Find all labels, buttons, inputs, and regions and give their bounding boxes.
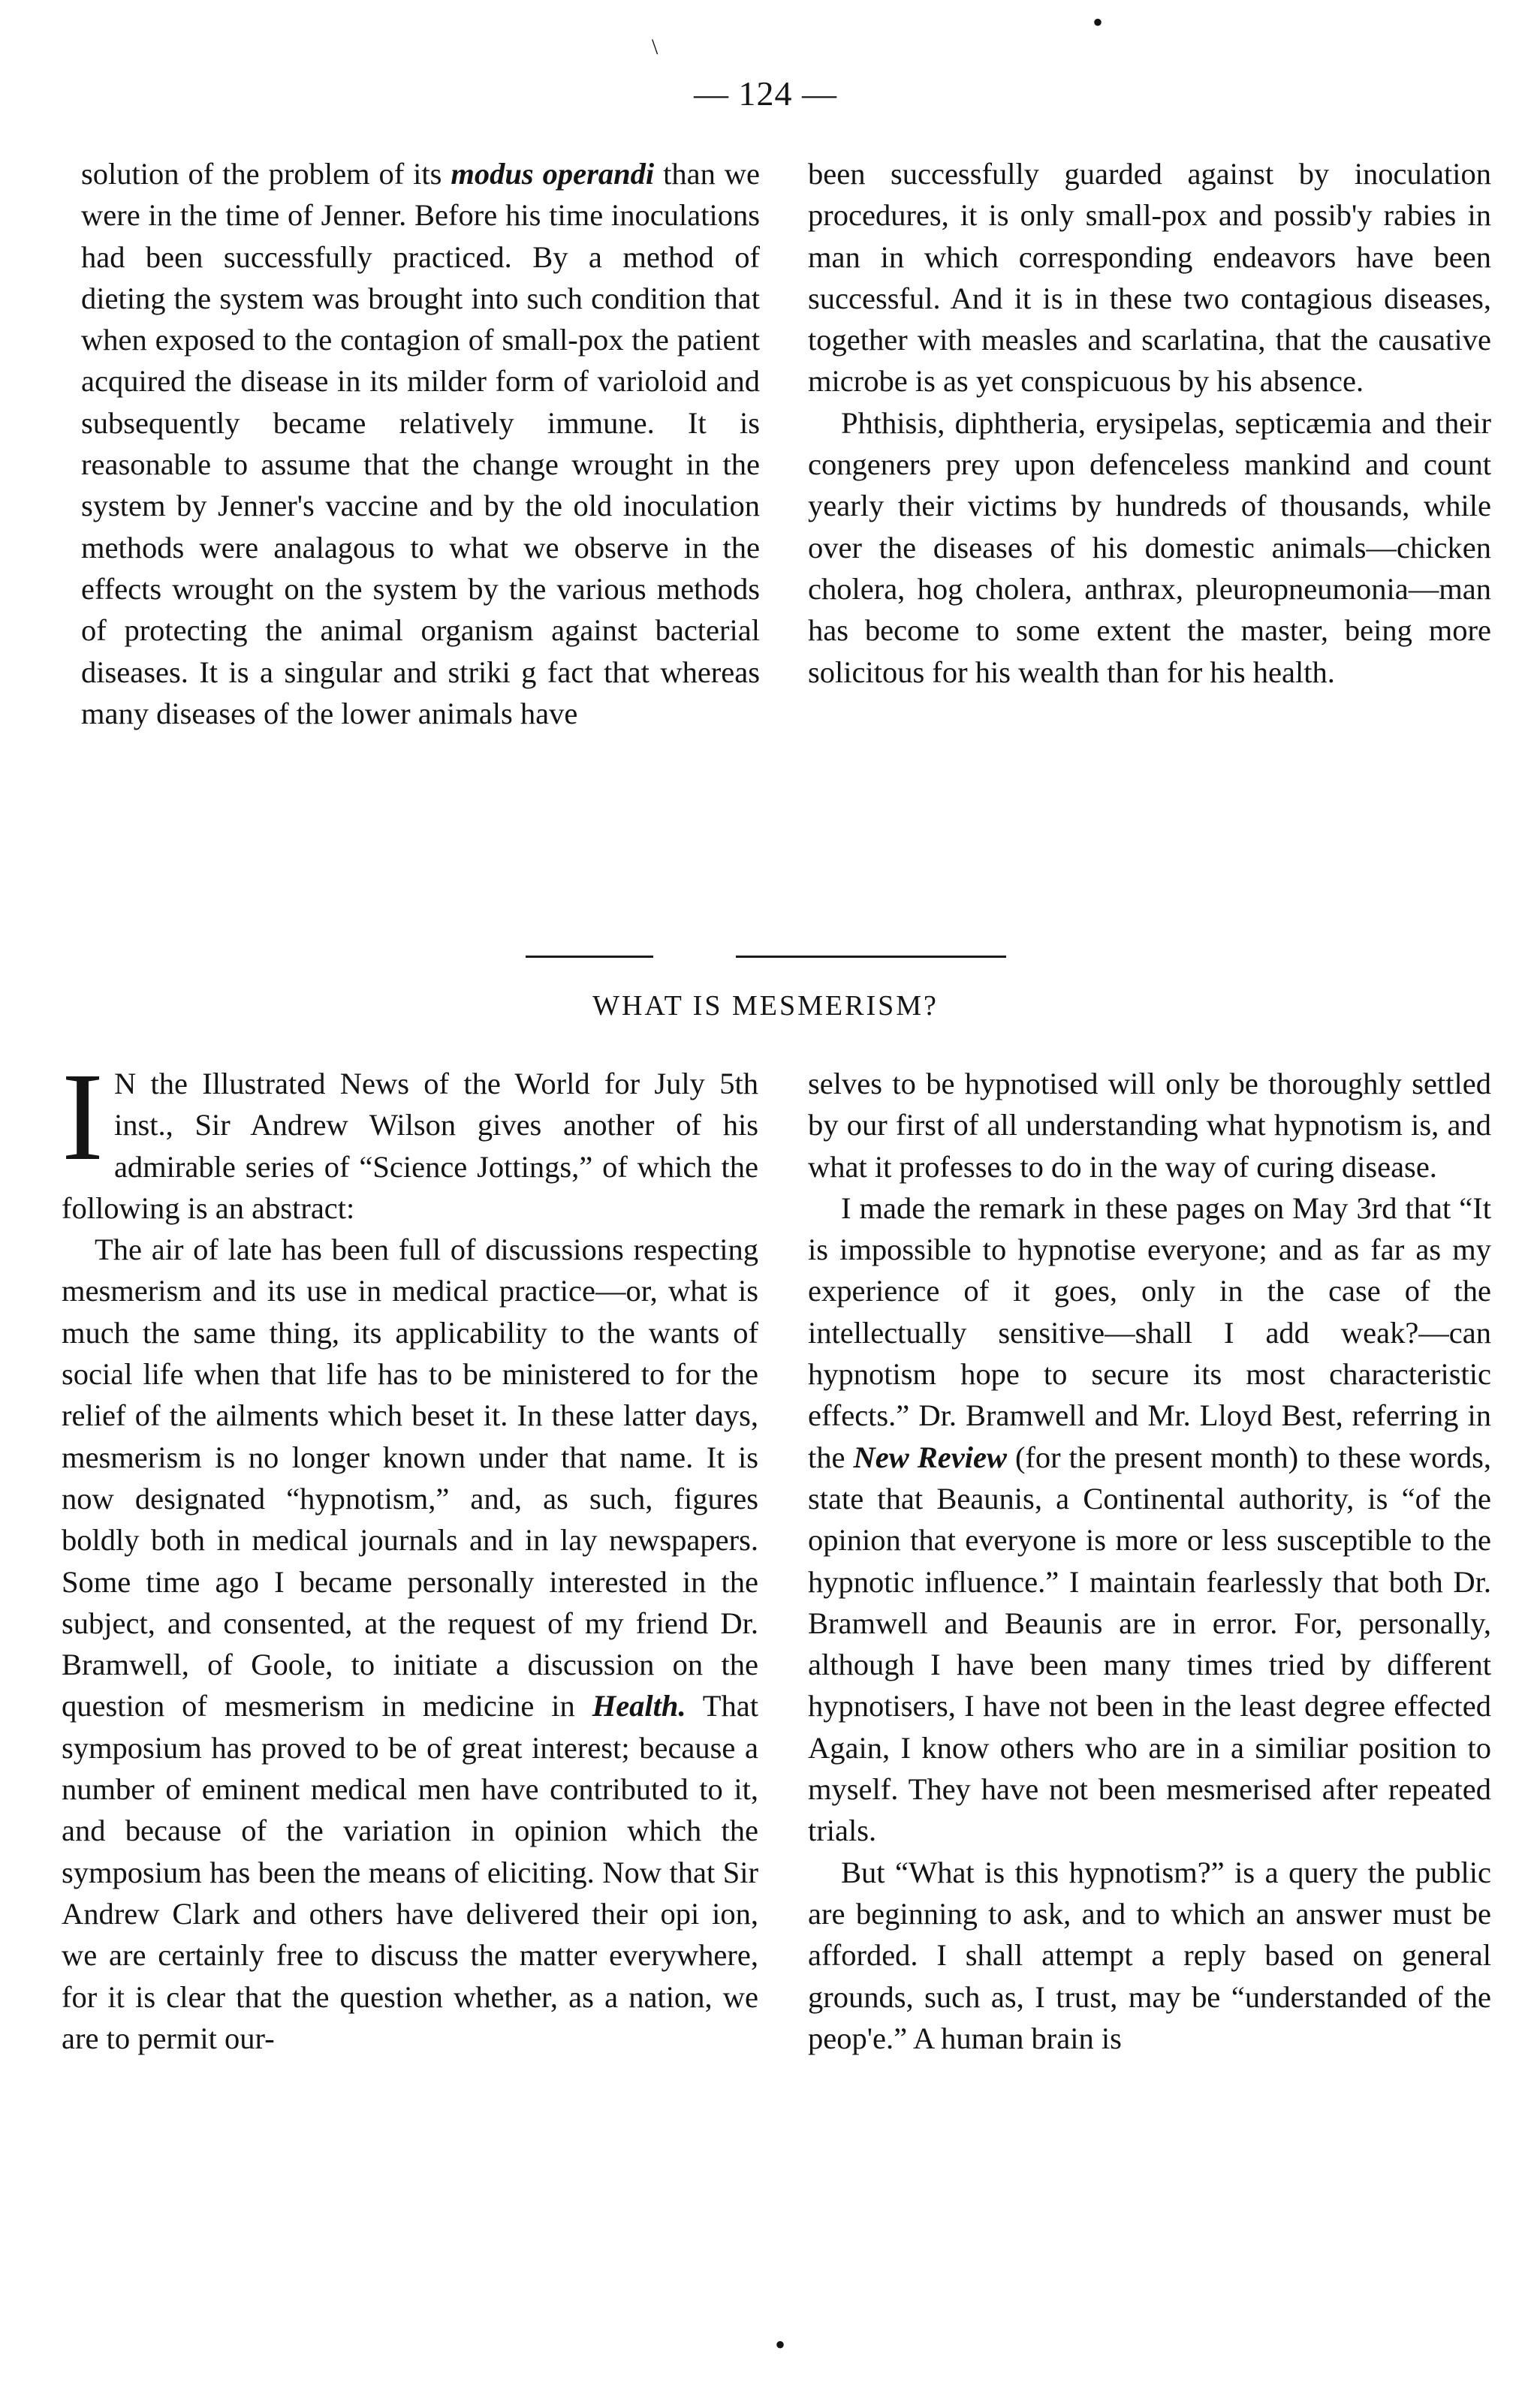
stray-mark: \: [652, 35, 659, 59]
text-run: The air of late has been full of discussions respecting mesmerism and its use in medical practice—or, what is much the same thing, its applicability to the wants of social life when that life has to be ministered to for the relief of the ailments which beset it. In these latter days, mesmerism is no longer known under that name. It is now designated “hypnotism,” and, as such, figures boldly both in medical journals and in lay newspapers. Some time ago I became personally interested in the subject, and consented, at the request of my friend Dr. Bramwell, of Goole, to initiate a discussion on the question of mesmerism in medicine in: [62, 1233, 758, 1723]
text-run: I made the remark in these pages on May 3rd that “It is impossible to hypnotise everyone; and as far as my experience of it goes, only in the case of the intellectually sensitive—shall I add weak?—can hypnotism hope to secure its most characteristic effects.” Dr. Bramwell and Mr. Lloyd Best, referring in the: [808, 1190, 1491, 1474]
upper-article-right-paragraph-2: Phthisis, diphtheria, erysipelas, septicæmia and their congeners prey upon defenceless mankind and count yearly their victims by hundreds of thousands, while over the diseases of his domestic animals—chicken cholera, hog cholera, anthrax, pleuropneumonia—man has become to some extent the master, being more solicitous for his wealth than for his health.: [808, 405, 1491, 689]
page-number: — 124 —: [694, 74, 837, 113]
italic-title: New Review: [853, 1440, 1007, 1474]
article-intro-paragraph: [62, 1047, 758, 1229]
text-run: That symposium has proved to be of great interest; because a number of eminent medical men have contributed to it, and because of the variation in opinion which the symposium has been the means of eliciting. Now that Sir Andrew Clark and others have delivered their opi ion, we are certainly free to discuss the matter everywhere, for it is clear that the question whether, as a nation, we are to permit our-: [62, 1689, 758, 2055]
article-title: WHAT IS MESMERISM?: [592, 990, 939, 1022]
upper-article-left-paragraph: [81, 153, 760, 734]
upper-article-right-column: [808, 153, 1491, 693]
section-divider-gap: [653, 953, 736, 960]
article-right-paragraph-3: But “What is this hypnotism?” is a query the public are beginning to ask, and to which an answer must be afforded. I shall attempt a reply based on general grounds, such as, I trust, may be “understanded of the peop'e.” A human brain is: [808, 1855, 1491, 2055]
article-left-paragraph-2: [62, 1229, 758, 2059]
text-run: N the Illustrated News of the World for July 5th inst., Sir Andrew Wilson gives another of his admirable series of “Science Jottings,” of which the following is an abstract:: [62, 1067, 758, 1225]
text-run: than we were in the time of Jenner. Before his time inoculations had been successfully practiced. By a method of dieting the system was brought into such condition that when exposed to the contagion of small-pox the patient acquired the disease in its milder form of varioloid and subsequently became relatively immune. It is reasonable to assume that the change wrought in the system by Jenner's vaccine and by the old inoculation methods were analagous to what we observe in the effects wrought on the system by the various methods of protecting the animal organism against bacterial diseases. It is a singular and striki g fact that whereas many diseases of the lower animals have: [81, 157, 760, 730]
text-run: (for the present month) to these words, state that Beaunis, a Continental authority, is “of the opinion that everyone is more or less susceptible to the hypnotic influence.” I maintain fearlessly that both Dr. Bramwell and Beaunis are in error. For, personally, although I have been many times tried by different hypnotisers, I have not been in the least degree effected Again, I know others who are in a similiar position to myself. They have not been mesmerised after repeated trials.: [808, 1440, 1491, 1848]
section-divider: [526, 956, 1006, 958]
upper-article-right-paragraph-1: been successfully guarded against by inoculation procedures, it is only small-pox and possib'y rabies in man in which corresponding endeavors have been successful. And it is in these two contagious diseases, together with measles and scarlatina, that the causative microbe is as yet conspicuous by his absence.: [808, 157, 1491, 399]
upper-article-left-column: [81, 153, 760, 734]
drop-cap: I: [62, 1047, 104, 1187]
article-left-column: [62, 1047, 758, 2059]
italic-title: Health.: [592, 1689, 686, 1723]
article-right-column: [808, 1063, 1491, 2059]
article-right-paragraph-2: [808, 1187, 1491, 1852]
stray-dot: •: [775, 2328, 786, 2361]
text-run: solution of the problem of its: [81, 157, 451, 191]
stray-dot: •: [1092, 5, 1104, 39]
italic-term: modus operandi: [451, 157, 655, 191]
article-right-paragraph-1: selves to be hypnotised will only be thoroughly settled by our first of all understanding what hypnotism is, and what it professes to do in the way of curing disease.: [808, 1067, 1491, 1184]
